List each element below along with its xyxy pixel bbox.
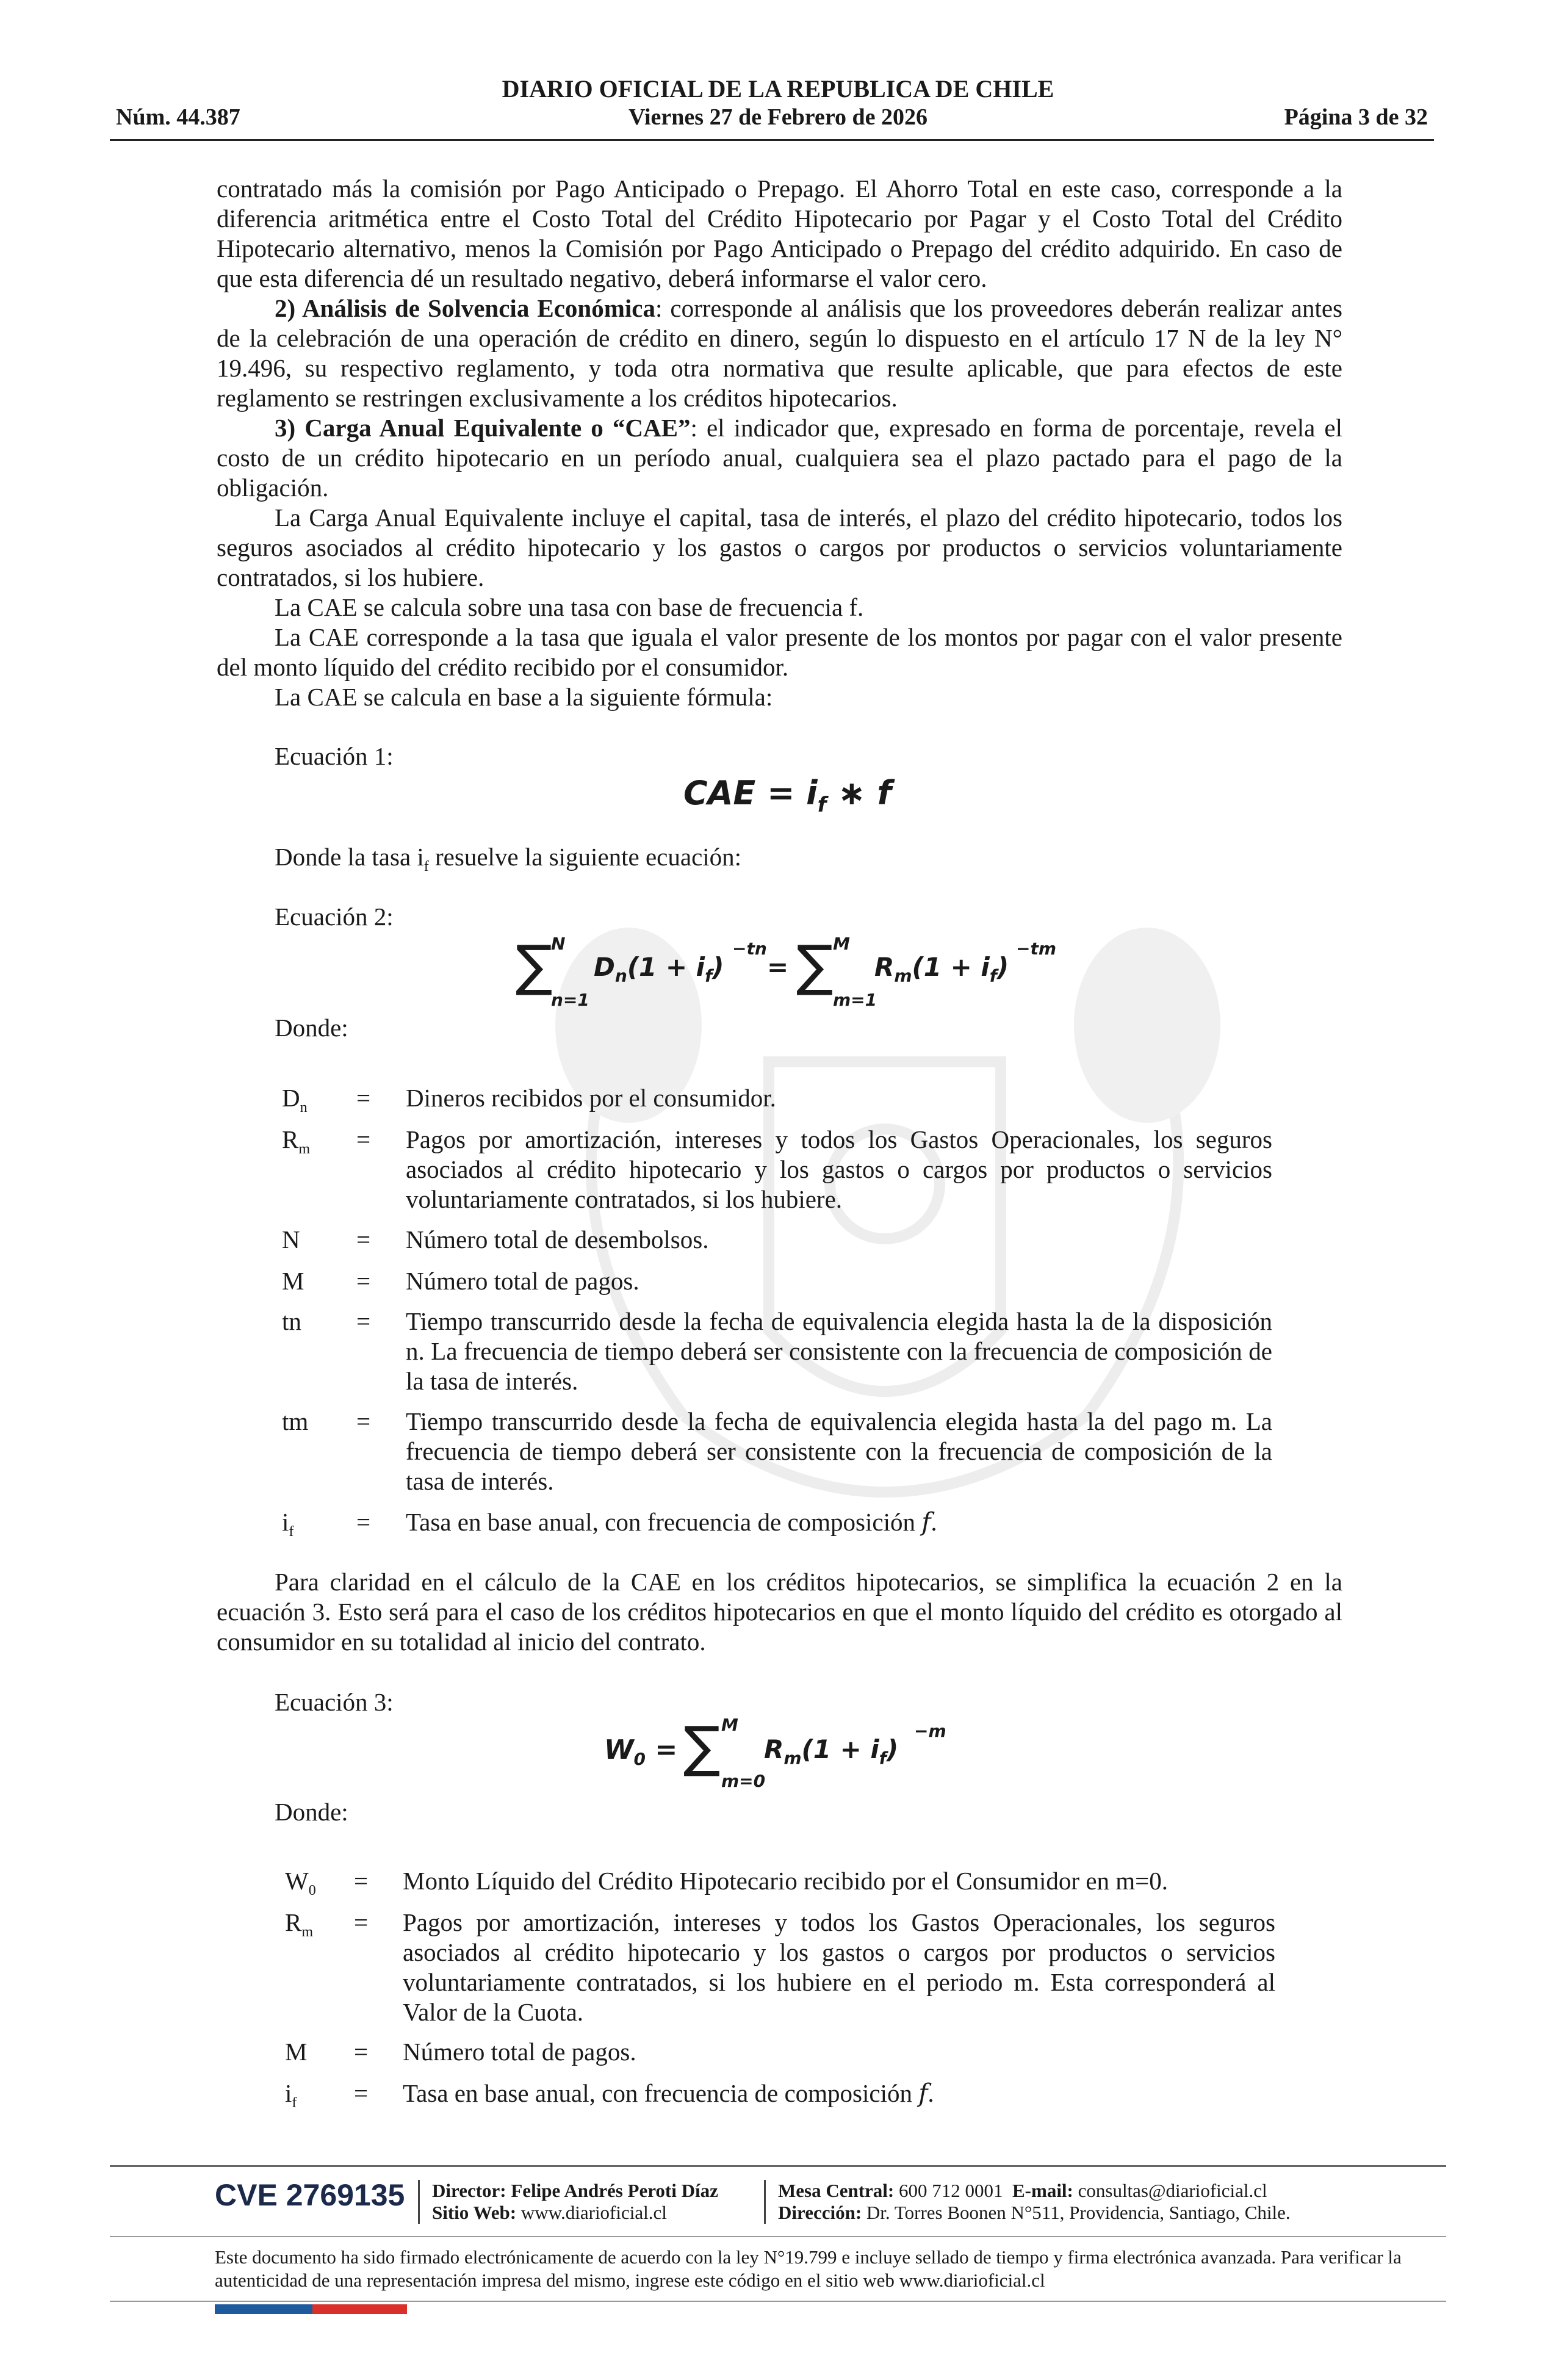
eq2-close-1: ) <box>712 952 724 982</box>
eq3-w: W <box>604 1734 634 1765</box>
body-top <box>217 174 1342 712</box>
def-symbol-main: W <box>285 1867 309 1895</box>
def-symbol: tn <box>282 1307 301 1335</box>
eq2-lower-m1: m=1 <box>833 990 877 1010</box>
def-text: Tasa en base anual, con frecuencia de composición 𝑓. <box>406 1508 937 1536</box>
eq3-lower-m0: m=0 <box>721 1771 766 1791</box>
def-symbol: M <box>282 1267 304 1295</box>
director-name: Felipe Andrés Peroti Díaz <box>511 2180 718 2201</box>
footer-bottom-rule <box>110 2301 1446 2302</box>
def-equals: = <box>356 1084 371 1112</box>
footer-mid-rule <box>110 2236 1446 2237</box>
header-divider <box>110 139 1434 141</box>
def-text: Monto Líquido del Crédito Hipotecario recibido por el Consumidor en m=0. <box>403 1867 1169 1895</box>
def-symbol-sub: m <box>298 1141 311 1158</box>
def-symbol-sub: 0 <box>308 1883 316 1899</box>
footer-director <box>432 2180 718 2224</box>
def-symbol <box>282 1507 294 1547</box>
sigma-1-icon: ∑ <box>516 934 553 998</box>
def-symbol-main: R <box>285 1908 302 1936</box>
flag-bar-red <box>312 2304 407 2314</box>
eq2-close-2: ) <box>996 952 1009 982</box>
email-label: E-mail: <box>1012 2180 1073 2201</box>
def-equals: = <box>354 1867 369 1895</box>
eq3-r-sub: m <box>783 1748 802 1769</box>
eq2-r: R <box>874 952 895 982</box>
eq2-d-term <box>594 952 724 986</box>
sigma-2-icon: ∑ <box>796 934 834 998</box>
eq2-paren-2: (1 + i <box>912 952 990 982</box>
legal-notice: Este documento ha sido firmado electrónicamente de acuerdo con la ley N°19.799 e incluye sellado de tiempo y firma electrónica avanzada. Para verificar la autenticidad de una representación impresa del mismo, ingrese este código en el sitio web www.diarioficial.cl <box>215 2246 1402 2291</box>
cve-code: CVE 2769135 <box>215 2178 405 2212</box>
def-text: Tiempo transcurrido desde la fecha de equivalencia elegida hasta la del pago m. La frecuencia de tiempo deberá ser consistente con la frecuencia de composición de la tasa de interés. <box>406 1407 1272 1495</box>
def-text: Dineros recibidos por el consumidor. <box>406 1084 776 1112</box>
footer-separator <box>418 2180 420 2224</box>
equation-1-rhs: ∗ f <box>826 774 891 812</box>
phone-label: Mesa Central: <box>778 2180 895 2201</box>
web-link[interactable]: www.diarioficial.cl <box>520 2202 667 2223</box>
web-label: Sitio Web: <box>432 2202 517 2223</box>
def-equals: = <box>354 2038 369 2066</box>
eq2-lower-n1: n=1 <box>551 990 589 1010</box>
paragraph-simplify: Para claridad en el cálculo de la CAE en los créditos hipotecarios, se simplifica la ecuación 2 en la ecuación 3. Esto será para el caso de los créditos hipotecarios en que el monto líquido del crédito es otorgado al consumidor en su totalidad al inicio del contrato. <box>217 1568 1342 1656</box>
paragraph-6: La CAE corresponde a la tasa que iguala el valor presente de los montos por pagar con el valor presente del monto líquido del crédito recibido por el consumidor. <box>217 623 1342 681</box>
def-equals: = <box>356 1508 371 1536</box>
def-equals: = <box>354 1908 369 1936</box>
donde-tasa <box>275 842 741 875</box>
paragraph-2-heading: 2) Análisis de Solvencia Económica <box>275 294 655 322</box>
def-symbol-sub: n <box>300 1100 308 1116</box>
def-symbol <box>285 1908 313 1947</box>
address-text: Dr. Torres Boonen N°511, Providencia, Santiago, Chile. <box>866 2202 1291 2223</box>
equation-1-lhs: CAE = i <box>683 774 818 812</box>
donde-label-1: Donde: <box>275 1014 348 1042</box>
eq2-exp-2: −tm <box>1016 939 1057 959</box>
def-text: Pagos por amortización, intereses y todos los Gastos Operacionales, los seguros asociados al crédito hipotecario y los gastos o cargos por productos o servicios voluntariamente contratados, si los hubiere en el periodo m. Esta corresponderá al Valor de la Cuota. <box>403 1908 1275 2026</box>
def-text: Tiempo transcurrido desde la fecha de equivalencia elegida hasta la de la disposición n. La frecuencia de tiempo deberá ser consistente con la frecuencia de composición de la tasa de interés. <box>406 1307 1272 1395</box>
equation-1 <box>683 774 891 817</box>
eq3-r: R <box>764 1734 784 1764</box>
flag-bar-blue <box>215 2304 312 2314</box>
def-symbol-main: D <box>282 1084 300 1112</box>
footer-top-rule <box>110 2165 1446 2167</box>
eq3-close: ) <box>886 1734 899 1764</box>
eq2-equals: = <box>767 952 789 982</box>
eq3-w-sub: 0 <box>633 1748 646 1769</box>
equation-3-label: Ecuación 3: <box>275 1688 394 1716</box>
paragraph-2-text: : corresponde al análisis que los proveedores deberán realizar antes de la celebración de una operación de crédito en dinero, según lo dispuesto en el artículo 17 N de la ley N° 19.496, su respectivo reglamento, y toda otra normativa que resulte aplicable, que para efectos de este reglamento se restringen exclusivamente a los créditos hipotecarios. <box>217 294 1342 412</box>
body-middle <box>217 1567 1342 1657</box>
eq2-i-sub-1: f <box>705 965 713 986</box>
address-label: Dirección: <box>778 2202 862 2223</box>
def-equals: = <box>356 1407 371 1435</box>
def-text: Tasa en base anual, con frecuencia de composición 𝑓. <box>403 2079 934 2107</box>
eq2-r-term <box>874 952 1009 986</box>
eq3-r-term <box>764 1734 898 1768</box>
def-text: Pagos por amortización, intereses y todos los Gastos Operacionales, los seguros asociados al crédito hipotecario y los gastos o cargos por productos o servicios voluntariamente contratados, si los hubiere. <box>406 1125 1272 1213</box>
def-equals: = <box>356 1125 371 1153</box>
eq2-exp-1: −tn <box>732 939 767 959</box>
paragraph-3-text: : el indicador que, expresado en forma de porcentaje, revela el costo de un crédito hipotecario en un período anual, cualquiera sea el plazo pactado para el pago de la obligación. <box>217 414 1342 502</box>
def-symbol-main: R <box>282 1125 299 1153</box>
def-symbol: M <box>285 2038 308 2066</box>
paragraph-2 <box>217 294 1342 413</box>
paragraph-5: La CAE se calcula sobre una tasa con base de frecuencia f. <box>275 593 864 621</box>
equation-3 <box>604 1715 1001 1794</box>
def-equals: = <box>354 2079 369 2107</box>
equation-1-label: Ecuación 1: <box>275 742 394 770</box>
def-symbol: N <box>282 1225 300 1253</box>
eq2-upper-m: M <box>833 934 850 954</box>
equation-1-sub: f <box>817 792 827 817</box>
def-symbol-main: i <box>282 1508 289 1536</box>
def-symbol <box>282 1125 310 1164</box>
eq3-equals: = <box>646 1734 678 1765</box>
eq2-i-sub-2: f <box>989 965 997 986</box>
def-symbol-main: i <box>285 2079 292 2107</box>
def-symbol <box>285 1866 316 1906</box>
def-symbol: tm <box>282 1407 309 1435</box>
eq3-upper-m: M <box>721 1715 738 1735</box>
def-symbol-sub: m <box>301 1924 314 1941</box>
equation-2-label: Ecuación 2: <box>275 903 394 931</box>
gazette-title: DIARIO OFICIAL DE LA REPUBLICA DE CHILE <box>502 75 1054 103</box>
def-symbol <box>285 2079 297 2118</box>
def-equals: = <box>356 1307 371 1335</box>
issue-number: Núm. 44.387 <box>116 104 240 130</box>
def-equals: = <box>356 1267 371 1295</box>
def-symbol-sub: f <box>292 2095 297 2111</box>
paragraph-3 <box>217 413 1342 503</box>
donde-tasa-post: resuelve la siguiente ecuación: <box>428 843 742 871</box>
def-text: Número total de desembolsos. <box>406 1225 709 1253</box>
paragraph-3-heading: 3) Carga Anual Equivalente o “CAE” <box>275 414 691 442</box>
eq2-r-sub: m <box>894 965 912 986</box>
def-equals: = <box>356 1225 371 1253</box>
def-symbol-sub: f <box>289 1524 294 1540</box>
issue-date: Viernes 27 de Febrero de 2026 <box>628 104 928 130</box>
page-number: Página 3 de 32 <box>1284 104 1428 130</box>
email-link[interactable]: consultas@diarioficial.cl <box>1078 2180 1267 2201</box>
paragraph-7: La CAE se calcula en base a la siguiente fórmula: <box>275 683 773 711</box>
def-text: Número total de pagos. <box>406 1267 639 1295</box>
paragraph-1: contratado más la comisión por Pago Anticipado o Prepago. El Ahorro Total en este caso, corresponde a la diferencia aritmética entre el Costo Total del Crédito Hipotecario por Pagar y el Costo Total del Crédito Hipotecario alternativo, menos la Comisión por Pago Anticipado o Prepago del crédito adquirido. En caso de que esta diferencia dé un resultado negativo, deberá informarse el valor cero. <box>217 175 1342 292</box>
eq2-d-sub: n <box>614 965 627 986</box>
footer-separator <box>764 2180 766 2224</box>
footer-contact <box>778 2180 1291 2224</box>
eq2-d: D <box>594 952 615 982</box>
eq2-upper-n: N <box>551 934 566 954</box>
eq3-lhs <box>604 1734 677 1769</box>
eq2-paren-1: (1 + i <box>627 952 705 982</box>
director-label: Director: <box>432 2180 506 2201</box>
paragraph-4: La Carga Anual Equivalente incluye el capital, tasa de interés, el plazo del crédito hipotecario, todos los seguros asociados al crédito hipotecario y los gastos o cargos por productos o servicios voluntariamente contratados, si los hubiere. <box>217 503 1342 591</box>
equation-2 <box>516 934 1065 1013</box>
eq3-i-sub: f <box>879 1748 887 1769</box>
donde-tasa-sub: f <box>423 859 429 875</box>
def-text: Número total de pagos. <box>403 2038 636 2066</box>
eq3-exp: −m <box>914 1721 946 1741</box>
sigma-3-icon: ∑ <box>683 1715 721 1779</box>
phone-number: 600 712 0001 <box>899 2180 1003 2201</box>
eq3-paren: (1 + i <box>801 1734 879 1764</box>
donde-label-2: Donde: <box>275 1798 348 1826</box>
def-symbol <box>282 1083 308 1123</box>
donde-tasa-pre: Donde la tasa i <box>275 843 424 871</box>
